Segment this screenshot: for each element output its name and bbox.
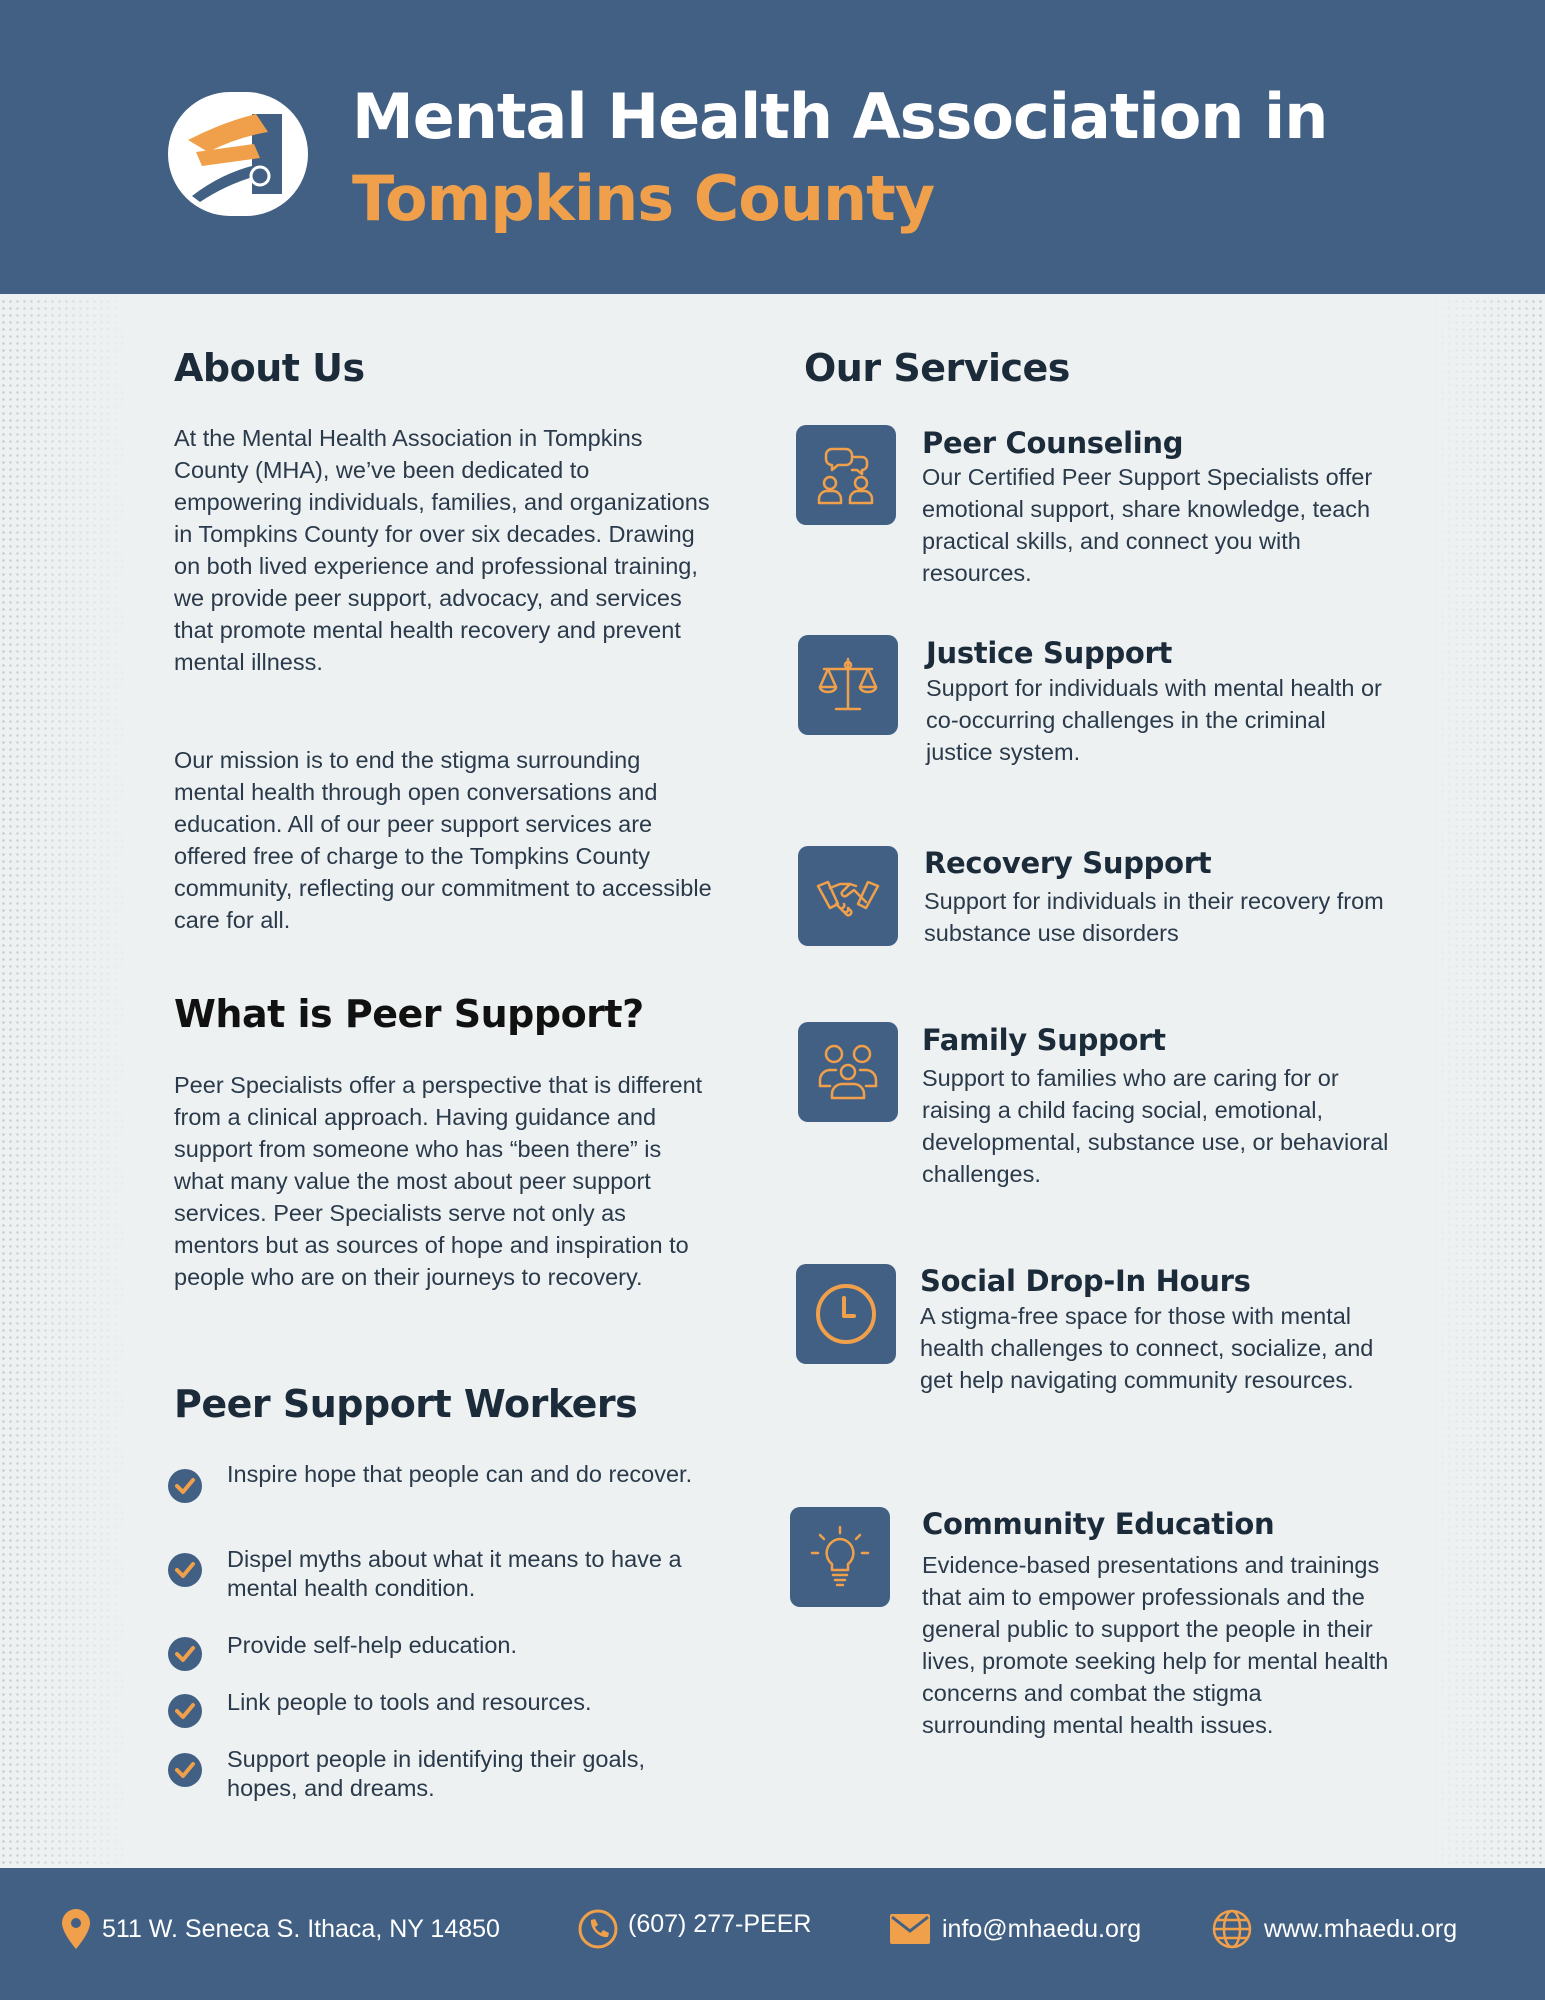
check-icon <box>168 1753 202 1787</box>
service-desc-recovery-support: Support for individuals in their recovery from substance use disorders <box>924 888 1384 946</box>
workers-heading: Peer Support Workers <box>174 1382 638 1426</box>
worker-item: Dispel myths about what it means to have a mental health condition. <box>227 1546 682 1601</box>
mha-logo-icon <box>168 92 308 216</box>
globe-icon[interactable] <box>1212 1909 1252 1954</box>
page-title-line2: Tompkins County <box>352 162 935 235</box>
location-pin-icon <box>62 1909 90 1954</box>
worker-item: Provide self-help education. <box>227 1632 518 1658</box>
worker-item: Inspire hope that people can and do recover. <box>227 1461 693 1487</box>
dot-pattern-left <box>0 298 140 1868</box>
header-banner <box>0 0 1545 294</box>
service-title-social-drop-in: Social Drop-In Hours <box>920 1264 1251 1298</box>
worker-item: Support people in identifying their goals, hopes, and dreams. <box>227 1746 646 1801</box>
service-title-recovery-support: Recovery Support <box>924 846 1212 880</box>
service-desc-justice-support: Support for individuals with mental health or co-occurring challenges in the criminal justice system. <box>926 675 1382 765</box>
chat-people-icon <box>796 425 896 525</box>
footer-address: 511 W. Seneca S. Ithaca, NY 14850 <box>102 1915 500 1943</box>
service-desc-family-support: Support to families who are caring for or raising a child facing social, emotional, developmental, substance use, or behavioral challenges. <box>922 1065 1389 1187</box>
peer-support-paragraph: Peer Specialists offer a perspective that is different from a clinical approach. Having guidance and support from someone who has “been there” is what many value the most about peer support services. Peer Specialists serve not only as mentors but as sources of hope and inspiration to people who are on their journeys to recovery. <box>174 1072 703 1290</box>
about-paragraph-1: At the Mental Health Association in Tompkins County (MHA), we’ve been dedicated to empowering individuals, families, and organizations in Tompkins County for over six decades. Drawing on both lived experience and professional training, we provide peer support, advocacy, and services that promote mental health recovery and prevent mental illness. <box>174 425 710 675</box>
footer-phone[interactable]: (607) 277-PEER <box>628 1910 812 1938</box>
peer-support-heading: What is Peer Support? <box>174 992 644 1036</box>
service-title-peer-counseling: Peer Counseling <box>922 426 1184 460</box>
services-heading: Our Services <box>804 346 1070 390</box>
service-desc-community-education: Evidence-based presentations and trainings that aim to empower professionals and the general public to support the people in their lives, promote seeking help for mental health concerns and combat the stigma surrounding mental health issues. <box>922 1552 1389 1738</box>
page-title-line1: Mental Health Association in <box>352 80 1328 153</box>
envelope-icon[interactable] <box>890 1914 930 1949</box>
check-icon <box>168 1469 202 1503</box>
worker-item: Link people to tools and resources. <box>227 1689 592 1715</box>
service-title-family-support: Family Support <box>922 1023 1166 1057</box>
check-icon <box>168 1553 202 1587</box>
service-title-community-education: Community Education <box>922 1507 1275 1541</box>
service-title-justice-support: Justice Support <box>926 636 1173 670</box>
footer-email[interactable]: info@mhaedu.org <box>942 1915 1142 1943</box>
family-icon <box>798 1022 898 1122</box>
about-heading: About Us <box>174 346 365 390</box>
lightbulb-icon <box>790 1507 890 1607</box>
scales-icon <box>798 635 898 735</box>
footer-website[interactable]: www.mhaedu.org <box>1264 1915 1458 1943</box>
service-desc-peer-counseling: Our Certified Peer Support Specialists offer emotional support, share knowledge, teach practical skills, and connect you with resources. <box>922 464 1373 586</box>
service-desc-social-drop-in: A stigma-free space for those with mental health challenges to connect, socialize, and get help navigating community resources. <box>920 1303 1374 1393</box>
about-paragraph-2: Our mission is to end the stigma surrounding mental health through open conversations and education. All of our peer support services are offered free of charge to the Tompkins County community, reflecting our commitment to accessible care for all. <box>174 747 712 933</box>
dot-pattern-right <box>1425 298 1545 1868</box>
handshake-icon <box>798 846 898 946</box>
clock-icon <box>796 1264 896 1364</box>
phone-icon[interactable] <box>578 1909 618 1954</box>
check-icon <box>168 1637 202 1671</box>
check-icon <box>168 1694 202 1728</box>
